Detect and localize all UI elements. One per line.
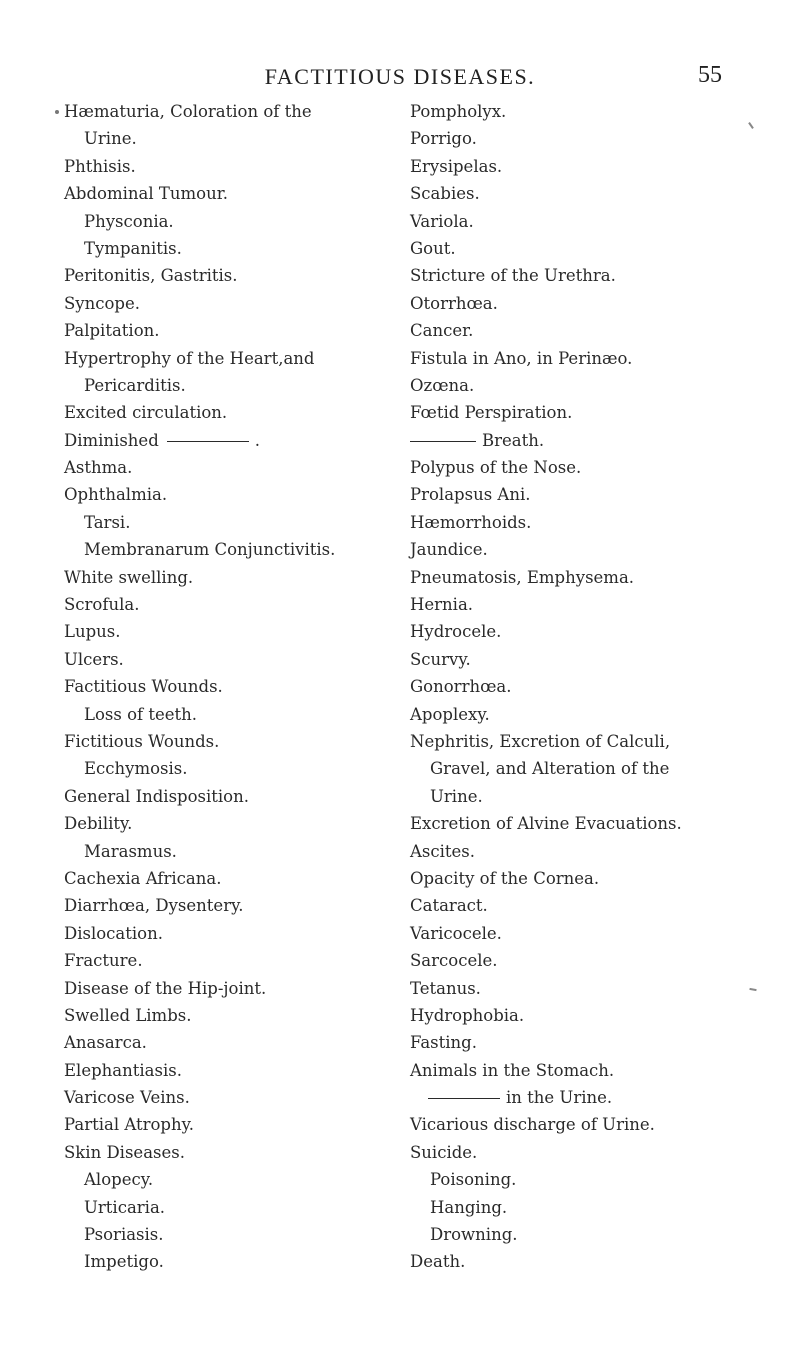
list-item: Opacity of the Cornea. (410, 868, 600, 888)
list-item: Jaundice. (410, 540, 488, 560)
list-item: Debility. (64, 814, 133, 834)
list-item: Disease of the Hip-joint. (64, 978, 267, 998)
list-item-text: Diminished (64, 430, 159, 450)
list-item: Cachexia Africana. (64, 868, 222, 888)
list-item: Loss of teeth. (84, 704, 198, 724)
list-item (410, 427, 790, 454)
list-item: Erysipelas. (410, 156, 503, 176)
list-item-text: in the Urine. (506, 1088, 613, 1108)
list-item: Stricture of the Urethra. (410, 266, 616, 286)
list-item: Elephantiasis. (64, 1060, 182, 1080)
ditto-dash (167, 441, 249, 442)
list-item: Palpitation. (64, 321, 160, 341)
list-item: Variola. (410, 211, 474, 231)
list-item: Urine. (430, 786, 483, 806)
list-item: Pneumatosis, Emphysema. (410, 567, 635, 587)
list-item: Hydrocele. (410, 622, 502, 642)
list-item-text: Breath. (482, 430, 545, 450)
list-item: Scurvy. (410, 649, 471, 669)
list-item: Asthma. (64, 458, 133, 478)
list-item: Varicose Veins. (64, 1088, 190, 1108)
list-item: Alopecy. (84, 1170, 154, 1190)
list-item: Ozœna. (410, 375, 475, 395)
list-item: Phthisis. (64, 156, 136, 176)
list-item: Porrigo. (410, 129, 477, 149)
list-item: Diarrhœa, Dysentery. (64, 896, 244, 916)
margin-dot-mark (55, 110, 59, 114)
list-item: Death. (410, 1252, 466, 1272)
list-item: Pompholyx. (410, 102, 507, 121)
list-item: Animals in the Stomach. (410, 1060, 615, 1080)
list-item: Fistula in Ano, in Perinæo. (410, 348, 633, 368)
list-item: Gonorrhœa. (410, 677, 512, 697)
list-item: Skin Diseases. (64, 1142, 185, 1162)
list-item: Impetigo. (84, 1252, 164, 1272)
list-item: Urine. (84, 129, 137, 149)
list-item: Poisoning. (430, 1170, 517, 1190)
list-item: Fasting. (410, 1033, 477, 1053)
list-item: Ascites. (410, 841, 476, 861)
right-disease-list (410, 98, 790, 1276)
list-item: Peritonitis, Gastritis. (64, 266, 238, 286)
list-item: Drowning. (430, 1225, 518, 1245)
page-number: 55 (698, 62, 722, 88)
list-item: Apoplexy. (410, 704, 490, 724)
list-item: Tarsi. (84, 512, 131, 532)
list-item: Excited circulation. (64, 403, 228, 423)
page-header (0, 64, 800, 92)
ditto-dash (410, 441, 476, 442)
list-item: Scabies. (410, 184, 480, 204)
list-item: Fracture. (64, 951, 143, 971)
list-item: Marasmus. (84, 841, 177, 861)
list-item: White swelling. (64, 567, 194, 587)
list-item (64, 427, 394, 454)
list-item: Dislocation. (64, 923, 163, 943)
list-item: Psoriasis. (84, 1225, 164, 1245)
list-item: Partial Atrophy. (64, 1115, 194, 1135)
list-item: Pericarditis. (84, 375, 186, 395)
list-item: Urticaria. (84, 1197, 166, 1217)
list-item: Fictitious Wounds. (64, 731, 220, 751)
list-item: Syncope. (64, 293, 140, 313)
list-item: Otorrhœa. (410, 293, 498, 313)
list-item: Polypus of the Nose. (410, 458, 582, 478)
list-item: Varicocele. (410, 923, 502, 943)
list-item: Hypertrophy of the Heart,and (64, 348, 315, 368)
list-item: Physconia. (84, 211, 174, 231)
list-item: Nephritis, Excretion of Calculi, (410, 731, 671, 751)
list-item: Hanging. (430, 1197, 508, 1217)
list-item (410, 1084, 790, 1111)
list-item: Cancer. (410, 321, 474, 341)
list-item: Hernia. (410, 595, 474, 615)
list-item: Factitious Wounds. (64, 677, 223, 697)
list-item: Membranarum Conjunctivitis. (84, 540, 336, 560)
list-item: Cataract. (410, 896, 488, 916)
running-title: FACTITIOUS DISEASES. (264, 64, 536, 89)
list-item: Tympanitis. (84, 238, 182, 258)
list-item: Fœtid Perspiration. (410, 403, 573, 423)
left-disease-list (64, 98, 394, 1276)
list-item: Vicarious discharge of Urine. (410, 1115, 655, 1135)
list-item: Prolapsus Ani. (410, 485, 531, 505)
list-item: Ulcers. (64, 649, 124, 669)
list-item: Swelled Limbs. (64, 1005, 192, 1025)
list-item: Sarcocele. (410, 951, 498, 971)
list-item: Hæmaturia, Coloration of the (64, 102, 312, 121)
list-item: Tetanus. (410, 978, 481, 998)
list-item: Scrofula. (64, 595, 140, 615)
list-item: Ecchymosis. (84, 759, 188, 779)
list-item: Suicide. (410, 1142, 478, 1162)
list-item: Gout. (410, 238, 456, 258)
list-item: Hydrophobia. (410, 1005, 525, 1025)
list-item: Gravel, and Alteration of the (430, 759, 670, 779)
list-item: Anasarca. (64, 1033, 147, 1053)
list-item: Abdominal Tumour. (64, 184, 229, 204)
list-item: General Indisposition. (64, 786, 249, 806)
list-item: Hæmorrhoids. (410, 512, 532, 532)
list-item: Ophthalmia. (64, 485, 168, 505)
list-item: Excretion of Alvine Evacuations. (410, 814, 682, 834)
ditto-dash (428, 1098, 500, 1099)
list-item-text: . (254, 430, 261, 450)
list-item: Lupus. (64, 622, 121, 642)
